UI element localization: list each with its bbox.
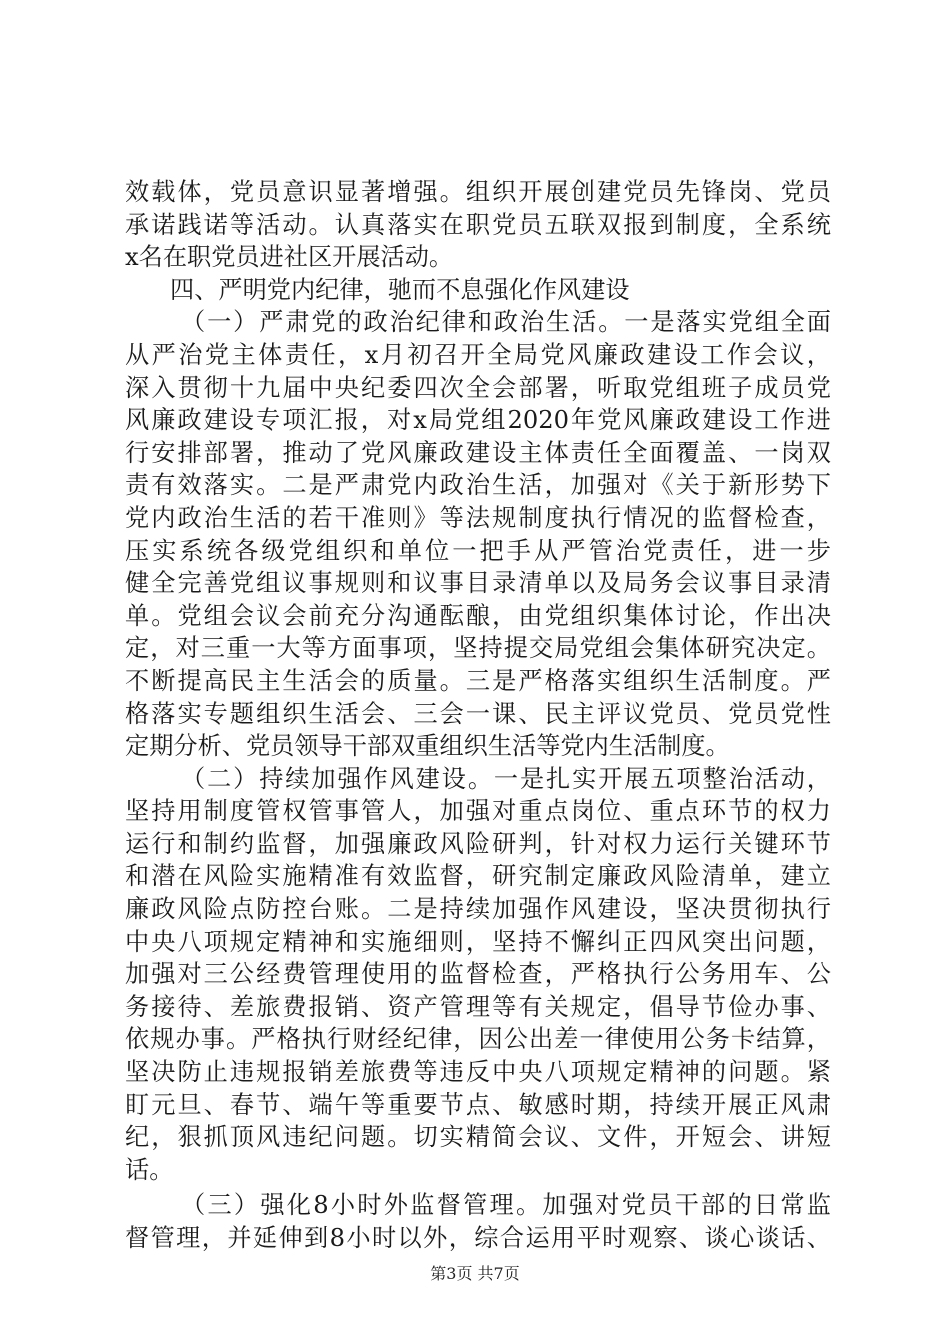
body-line: 廉政风险点防控台账。二是持续加强作风建设，坚决贯彻执行 xyxy=(125,895,831,924)
body-line: 坚决防止违规报销差旅费等违反中央八项规定精神的问题。紧 xyxy=(125,1058,831,1087)
body-line: 深入贯彻十九届中央纪委四次全会部署，听取党组班子成员党 xyxy=(125,373,831,402)
body-line: 中央八项规定精神和实施细则，坚持不懈纠正四风突出问题， xyxy=(125,927,831,956)
body-line: 盯元旦、春节、端午等重要节点、敏感时期，持续开展正风肃 xyxy=(125,1090,831,1119)
body-line: 督管理，并延伸到8小时以外，综合运用平时观察、谈心谈话、 xyxy=(125,1224,831,1252)
body-line: 话。 xyxy=(125,1155,174,1184)
body-line: 定期分析、党员领导干部双重组织生活等党内生活制度。 xyxy=(125,732,730,761)
page-number-label: 第3页 共7页 xyxy=(430,1264,520,1283)
body-line: 依规办事。严格执行财经纪律，因公出差一律使用公务卡结算， xyxy=(125,1025,831,1054)
body-line: 不断提高民主生活会的质量。三是严格落实组织生活制度。严 xyxy=(125,666,831,695)
page-footer xyxy=(0,1264,950,1284)
body-line: 定，对三重一大等方面事项，坚持提交局党组会集体研究决定。 xyxy=(125,634,831,663)
subsection-heading-line: （二）持续加强作风建设。一是扎实开展五项整治活动， xyxy=(181,764,831,793)
body-line: 健全完善党组议事规则和议事目录清单以及局务会议事目录清 xyxy=(125,569,831,598)
body-line: 格落实专题组织生活会、三会一课、民主评议党员、党员党性 xyxy=(125,699,831,728)
body-line: 责有效落实。二是严肃党内政治生活，加强对《关于新形势下 xyxy=(125,471,831,500)
body-line: 从严治党主体责任，x月初召开全局党风廉政建设工作会议， xyxy=(125,340,831,369)
body-line: 党内政治生活的若干准则》等法规制度执行情况的监督检查， xyxy=(125,503,831,532)
body-line: 加强对三公经费管理使用的监督检查，严格执行公务用车、公 xyxy=(125,960,831,989)
body-line: 纪，狠抓顶风违纪问题。切实精简会议、文件，开短会、讲短 xyxy=(125,1123,831,1152)
body-line: 承诺践诺等活动。认真落实在职党员五联双报到制度，全系统 xyxy=(125,210,831,239)
body-line: 运行和制约监督，加强廉政风险研判，针对权力运行关键环节 xyxy=(125,829,831,858)
body-line: 压实系统各级党组织和单位一把手从严管治党责任，进一步 xyxy=(125,536,831,565)
body-line: 单。党组会议会前充分沟通酝酿，由党组织集体讨论，作出决 xyxy=(125,601,831,630)
body-line: 行安排部署，推动了党风廉政建设主体责任全面覆盖、一岗双 xyxy=(125,438,831,467)
body-line: 风廉政建设专项汇报，对x局党组2020年党风廉政建设工作进 xyxy=(125,406,831,435)
body-line: 和潜在风险实施精准有效监督，研究制定廉政风险清单，建立 xyxy=(125,862,831,891)
subsection-heading-line: （三）强化8小时外监督管理。加强对党员干部的日常监 xyxy=(181,1191,831,1220)
body-line: 坚持用制度管权管事管人，加强对重点岗位、重点环节的权力 xyxy=(125,797,831,826)
subsection-heading-line: （一）严肃党的政治纪律和政治生活。一是落实党组全面 xyxy=(181,308,831,337)
body-line: x名在职党员进社区开展活动。 xyxy=(125,243,454,272)
body-line: 务接待、差旅费报销、资产管理等有关规定，倡导节俭办事、 xyxy=(125,992,831,1021)
body-line: 效载体，党员意识显著增强。组织开展创建党员先锋岗、党员 xyxy=(125,178,831,206)
document-body xyxy=(125,176,831,1255)
section-heading: 四、严明党内纪律，驰而不息强化作风建设 xyxy=(170,275,630,304)
